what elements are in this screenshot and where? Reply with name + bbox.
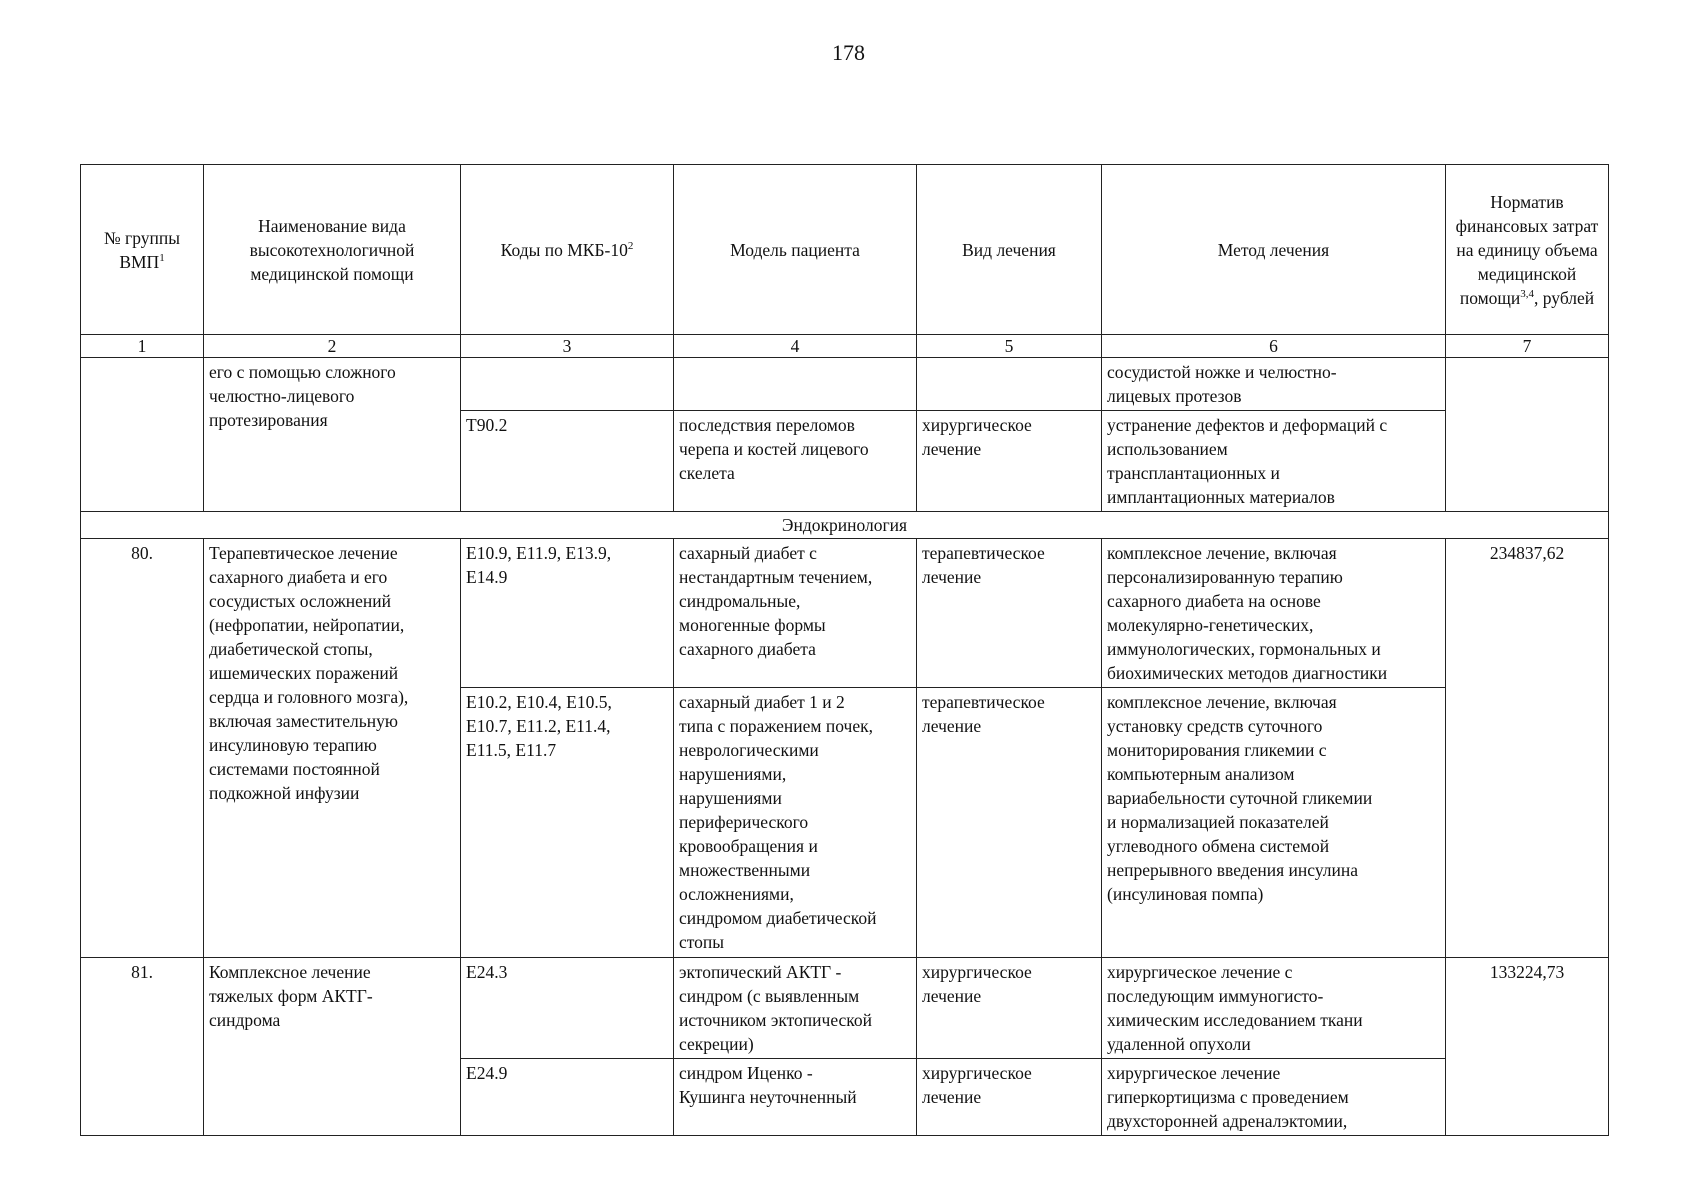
care-type-cell: его с помощью сложного челюстно-лицевого протезирования xyxy=(204,358,461,512)
header-row xyxy=(81,165,1609,335)
cost-cell: 133224,73 xyxy=(1446,958,1609,1136)
treatment-type-cell: хирургическое лечение xyxy=(917,1059,1102,1136)
column-number: 6 xyxy=(1102,335,1446,358)
patient-model-cell: эктопический АКТГ - синдром (с выявленным источником эктопической секреции) xyxy=(674,958,917,1059)
icd-codes-cell: E10.9, E11.9, E13.9, E14.9 xyxy=(461,539,674,688)
patient-model-cell: синдром Иценко - Кушинга неуточненный xyxy=(674,1059,917,1136)
treatment-method-cell: комплексное лечение, включая установку средств суточного мониторирования гликемии с компьютерным анализом вариабельности суточной гликемии и нормализацией показателей углеводного обмена системой непрерывного введения инсулина (инсулиновая помпа) xyxy=(1102,688,1446,958)
section-title: Эндокринология xyxy=(81,512,1609,539)
column-number: 5 xyxy=(917,335,1102,358)
treatment-method-cell: комплексное лечение, включая персонализированную терапию сахарного диабета на основе молекулярно-генетических, иммунологических, гормональных и биохимических методов диагностики xyxy=(1102,539,1446,688)
treatment-type-cell: хирургическое лечение xyxy=(917,411,1102,512)
group-number-cell: 80. xyxy=(81,539,204,958)
patient-model-cell: сахарный диабет с нестандартным течением, синдромальные, моногенные формы сахарного диабета xyxy=(674,539,917,688)
table-row xyxy=(81,358,1609,411)
column-number: 7 xyxy=(1446,335,1609,358)
patient-model-cell xyxy=(674,358,917,411)
icd-codes-cell: T90.2 xyxy=(461,411,674,512)
header-group-number: № группы ВМП$^1$ xyxy=(81,165,204,335)
column-number: 1 xyxy=(81,335,204,358)
treatment-type-cell: хирургическое лечение xyxy=(917,958,1102,1059)
column-number: 4 xyxy=(674,335,917,358)
icd-codes-cell xyxy=(461,358,674,411)
page-number: 178 xyxy=(832,40,865,65)
table-row xyxy=(81,958,1609,1059)
header-cost-standard: Норматив финансовых затрат на единицу объема медицинской помощи$^{3,4}$, рублей xyxy=(1446,165,1609,335)
treatment-method-cell: устранение дефектов и деформаций с использованием трансплантационных и имплантационных материалов xyxy=(1102,411,1446,512)
header-icd-codes: Коды по МКБ-$10^2$ xyxy=(461,165,674,335)
care-type-cell: Комплексное лечение тяжелых форм АКТГ- синдрома xyxy=(204,958,461,1136)
table-row xyxy=(81,539,1609,688)
treatment-method-cell: хирургическое лечение гиперкортицизма с проведением двухсторонней адреналэктомии, xyxy=(1102,1059,1446,1136)
header-patient-model: Модель пациента xyxy=(674,165,917,335)
treatment-type-cell: терапевтическое лечение xyxy=(917,539,1102,688)
vmp-table xyxy=(80,164,1609,1136)
column-number-row xyxy=(81,335,1609,358)
treatment-type-cell xyxy=(917,358,1102,411)
header-care-type: Наименование вида высокотехнологичной медицинской помощи xyxy=(204,165,461,335)
icd-codes-cell: E24.3 xyxy=(461,958,674,1059)
cost-cell xyxy=(1446,358,1609,512)
section-row xyxy=(81,512,1609,539)
treatment-type-cell: терапевтическое лечение xyxy=(917,688,1102,958)
group-number-cell: 81. xyxy=(81,958,204,1136)
column-number: 2 xyxy=(204,335,461,358)
patient-model-cell: сахарный диабет 1 и 2 типа с поражением почек, неврологическими нарушениями, нарушениями периферического кровообращения и множественными осложнениями, синдромом диабетической стопы xyxy=(674,688,917,958)
header-treatment-method: Метод лечения xyxy=(1102,165,1446,335)
column-number: 3 xyxy=(461,335,674,358)
patient-model-cell: последствия переломов черепа и костей лицевого скелета xyxy=(674,411,917,512)
icd-codes-cell: E24.9 xyxy=(461,1059,674,1136)
care-type-cell: Терапевтическое лечение сахарного диабета и его сосудистых осложнений (нефропатии, нейропатии, диабетической стопы, ишемических поражений сердца и головного мозга), включая заместительную инсулиновую терапию системами постоянной подкожной инфузии xyxy=(204,539,461,958)
header-treatment-type: Вид лечения xyxy=(917,165,1102,335)
group-number-cell xyxy=(81,358,204,512)
treatment-method-cell: хирургическое лечение с последующим иммуногисто- химическим исследованием ткани удаленной опухоли xyxy=(1102,958,1446,1059)
cost-cell: 234837,62 xyxy=(1446,539,1609,958)
icd-codes-cell: E10.2, E10.4, E10.5, E10.7, E11.2, E11.4, E11.5, E11.7 xyxy=(461,688,674,958)
treatment-method-cell: сосудистой ножке и челюстно- лицевых протезов xyxy=(1102,358,1446,411)
